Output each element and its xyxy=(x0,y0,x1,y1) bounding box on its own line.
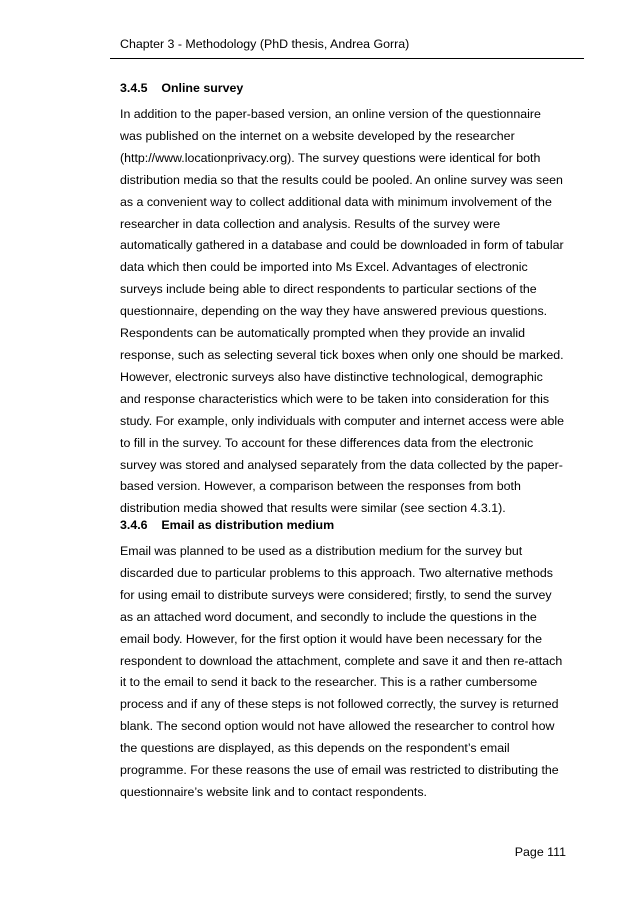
section-heading: 3.4.6 Email as distribution medium xyxy=(120,518,335,532)
section-online-survey xyxy=(120,81,565,520)
section-email-distribution xyxy=(120,518,565,804)
section-paragraph: Email was planned to be used as a distribution medium for the survey but discarded due to particular problems to this approach. Two alternative methods for using email to distribute surveys were considered; firstly, to send the survey as an attached word document, and secondly to include the questions in the email body. However, for the first option it would have been necessary for the respondent to download the attachment, complete and save it and then re-attach it to the email to send it back to the researcher. This is a rather cumbersome process and if any of these steps is not followed correctly, the survey is returned blank. The second option would not have allowed the researcher to control how the questions are displayed, as this depends on the respondent’s email programme. For these reasons the use of email was restricted to distributing the questionnaire’s website link and to contact respondents. xyxy=(120,544,563,799)
section-heading: 3.4.5 Online survey xyxy=(120,81,244,95)
running-header: Chapter 3 - Methodology (PhD thesis, Andrea Gorra) xyxy=(120,37,410,51)
section-paragraph: In addition to the paper-based version, an online version of the questionnaire was published on the internet on a website developed by the researcher (http://www.locationprivacy.org). The survey questions were identical for both distribution media so that the results could be pooled. An online survey was seen as a convenient way to collect additional data with minimum involvement of the researcher in data collection and analysis. Results of the survey were automatically gathered in a database and could be downloaded in form of tabular data which then could be imported into Ms Excel. Advantages of electronic surveys include being able to direct respondents to particular sections of the questionnaire, depending on the way they have answered previous questions. Respondents can be automatically prompted when they provide an invalid response, such as selecting several tick boxes when only one should be marked. However, electronic surveys also have distinctive technological, demographic and response characteristics which were to be taken into consideration for this study. For example, only individuals with computer and internet access were able to fill in the survey. To account for these differences data from the electronic survey was stored and analysed separately from the data collected by the paper-based version. However, a comparison between the responses from both distribution media showed that results were similar (see section 4.3.1). xyxy=(120,107,564,516)
header-divider xyxy=(110,58,584,59)
page-number: Page 111 xyxy=(514,845,566,859)
